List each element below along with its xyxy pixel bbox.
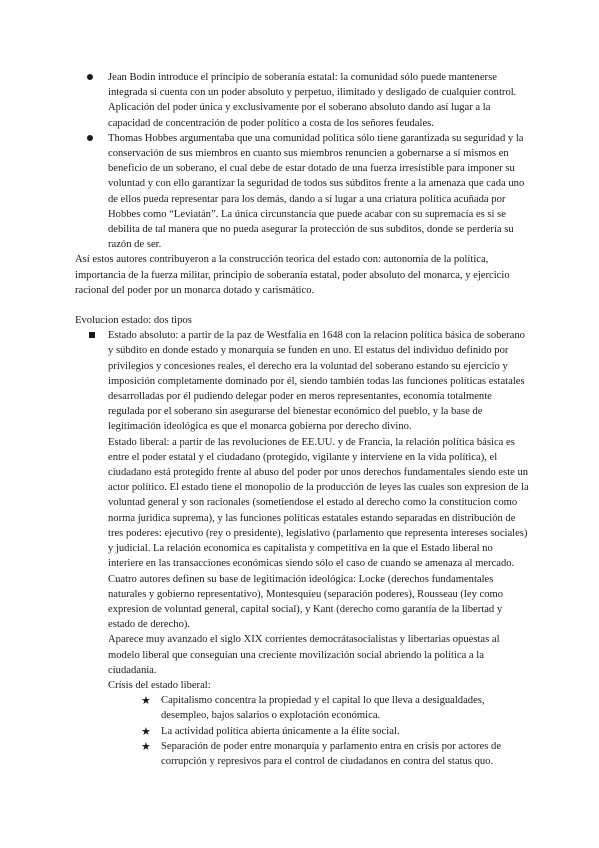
estado-types-block [75, 328, 529, 769]
summary-paragraph: Así estos autores contribuyeron a la construcción teorica del estado con: autonomía de la política, importancia de la fuerza militar, principio de soberanía estatal, poder absoluto del monarca, y ejercicio racional del poder por un monarca dotado y carismático. [75, 254, 510, 296]
bullet-dot-icon [87, 74, 93, 80]
crisis-title: Crísis del estado liberal: [108, 679, 211, 691]
star-icon: ★ [141, 694, 151, 708]
crisis-item-text: Separación de poder entre monarquía y parlamento entra en crisis por actores de corrupción y represivos para el control de ciudadanos en contra del status quo. [161, 740, 502, 767]
estado-liberal-text: Estado liberal: a partir de las revoluciones de EE.UU. y de Francia, la relación política básica es entre el poder estatal y el ciudadano (protegido, vigilante y interviene en la vida política), el ciudadano está protegido frente al abuso del poder por unos derechos fundamentales siendo este un actor político. El estado tiene el monopolio de la producción de leyes las cuales son expresion de la voluntad general y son racionales (sometiendose el estado al derecho como la constitucion como norma juridica suprema), y las funciones políticas estatales estando separadas en distribución de tres poderes: ejecutivo (rey o presidente), legislativo (parlamento que representa intereses sociales) y judicial. La relación economica es capitalista y competitiva en la que el Estado liberal no interiere en las transacciones económicas siendo sólo el caso de cuando se amenaza al mercado. Cuatro autores definen su base de legitimación ideológica: Locke (derechos fundamentales naturales y gobierno representativo), Montesquieu (separación poderes), Rousseau (ley como expresion de voluntad general, capital social), y Kant (derecho como garantía de la libertad y estado de derecho). [108, 436, 529, 631]
bullet-dot-icon [87, 135, 93, 141]
crisis-item [141, 739, 529, 769]
crisis-item [141, 724, 529, 739]
bodin-text: Jean Bodin introduce el principio de soberanía estatal: la comunidad sólo puede mantenerse integrada si cuenta con un poder absoluto y perpetuo, ilimitado y desligado de cualquier control. Aplicación del poder única y exclusivamente por el soberano absoluto dando así lugar a la capacidad de concentración de poder político a costa de los señores feudales. [108, 72, 517, 129]
siglo-xix-text: Aparece muy avanzado el siglo XIX corrientes democrátasocialistas y libertarias opuestas al modelo liberal que conseguían una creciente movilización social abriendo la política a la ciudadanía. [108, 634, 500, 676]
list-item-hobbes [75, 131, 529, 253]
crisis-item-text: Capitalismo concentra la propiedad y el capital lo que lleva a desigualdades, desempleo, bajos salarios o explotación económica. [161, 695, 485, 722]
crisis-list [108, 693, 529, 769]
authors-list [75, 70, 529, 252]
star-icon: ★ [141, 739, 151, 753]
bullet-square-icon [89, 332, 95, 338]
estado-absoluto-text: Estado absoluto: a partir de la paz de Westfalia en 1648 con la relacion política básica de soberano y súbdito en donde estado y monarquía se funden en uno. El estatus del individuo definido por privilegios y concesiones reales, el derecho era la voluntad del soberano estando su ejercicio y imposición completamente dominado por él, siendo también todas las funciones políticas estatales desarrolladas por él pudiendo delegar poder en meros representantes, economía totalmente regulada por el soberano sin asegurarse del bienestar económico del pueblo, y la base de legitimación ideológica es que el monarca gobierna por derecho divino. [108, 330, 525, 433]
spacer [75, 298, 529, 313]
section-title: Evolucion estado: dos tipos [75, 315, 192, 327]
crisis-item [141, 693, 529, 723]
list-item-bodin [75, 70, 529, 131]
crisis-item-text: La actividad política abierta únicamente a la élite social. [161, 725, 400, 737]
star-icon: ★ [141, 724, 151, 738]
hobbes-text: Thomas Hobbes argumentaba que una comunidad política sólo tiene garantizada su seguridad y la conservación de sus miembros en cuanto sus miembros renuncien a gobernarse a sí mismos en beneficio de un soberano, el cual debe de estar dotado de una fuerza irresistible para imponer su voluntad y con ello garantizar la seguridad de todos sus súbditos frente a la amenaza que cada uno de ellos pueda representar para los demás, dando a sí lugar a una criatura política acuñada por Hobbes como “Leviatán”. La única circunstancia que puede acabar con su supremacía es si se debilita de tal manera que no pueda asegurar la protección de sus subditos, donde se perdería su razón de ser. [108, 132, 525, 251]
